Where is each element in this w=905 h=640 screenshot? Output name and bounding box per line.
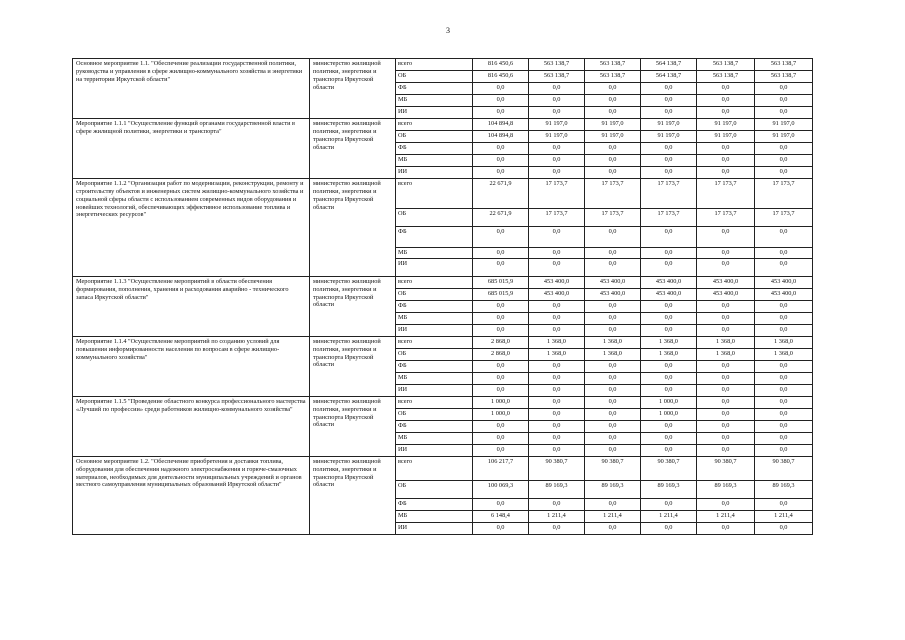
amount-cell: 0,0	[585, 143, 641, 155]
measure-description: Мероприятие 1.1.2 "Организация работ по модернизации, реконструкции, ремонту и строительству объектов и инженерных систем жилищно-коммунального хозяйства и социальной сферы области с использованием современных видов оборудования и новейших технологий, обеспечивающих эффективное использование топлива и энергетических ресурсов"	[73, 179, 310, 277]
amount-cell: 0,0	[585, 408, 641, 420]
amount-cell: 0,0	[585, 360, 641, 372]
amount-cell: 0,0	[755, 83, 813, 95]
amount-cell: 453 400,0	[697, 288, 755, 300]
amount-cell: 0,0	[755, 372, 813, 384]
amount-cell: 0,0	[529, 312, 585, 324]
amount-cell: 0,0	[585, 522, 641, 534]
amount-cell: 0,0	[697, 444, 755, 456]
funding-source-label: ОБ	[396, 71, 473, 83]
amount-cell: 0,0	[529, 360, 585, 372]
amount-cell: 685 015,9	[473, 276, 529, 288]
amount-cell: 104 894,8	[473, 131, 529, 143]
amount-cell: 1 000,0	[473, 396, 529, 408]
amount-cell: 104 894,8	[473, 119, 529, 131]
amount-cell: 0,0	[585, 248, 641, 259]
page-number: 3	[446, 26, 450, 35]
funding-source-label: ОБ	[396, 480, 473, 498]
amount-cell: 0,0	[473, 107, 529, 119]
amount-cell: 0,0	[697, 312, 755, 324]
amount-cell: 0,0	[529, 498, 585, 510]
amount-cell: 89 169,3	[641, 480, 697, 498]
amount-cell: 0,0	[697, 107, 755, 119]
amount-cell: 2 868,0	[473, 336, 529, 348]
amount-cell: 0,0	[755, 522, 813, 534]
amount-cell: 563 138,7	[585, 59, 641, 71]
amount-cell: 0,0	[755, 498, 813, 510]
amount-cell: 0,0	[641, 432, 697, 444]
amount-cell: 453 400,0	[585, 288, 641, 300]
amount-cell: 0,0	[473, 227, 529, 248]
funding-source-label: ИИ	[396, 324, 473, 336]
amount-cell: 1 000,0	[473, 408, 529, 420]
funding-source-label: МБ	[396, 372, 473, 384]
funding-source-label: ФБ	[396, 420, 473, 432]
amount-cell: 0,0	[755, 143, 813, 155]
amount-cell: 453 400,0	[641, 276, 697, 288]
amount-cell: 0,0	[755, 396, 813, 408]
amount-cell: 0,0	[641, 324, 697, 336]
amount-cell: 0,0	[641, 444, 697, 456]
funding-source-label: ИИ	[396, 107, 473, 119]
amount-cell: 0,0	[697, 155, 755, 167]
amount-cell: 563 138,7	[697, 59, 755, 71]
amount-cell: 0,0	[697, 324, 755, 336]
amount-cell: 0,0	[755, 324, 813, 336]
amount-cell: 1 368,0	[529, 336, 585, 348]
amount-cell: 0,0	[755, 167, 813, 179]
amount-cell: 17 173,7	[585, 179, 641, 209]
amount-cell: 91 197,0	[585, 119, 641, 131]
amount-cell: 0,0	[473, 444, 529, 456]
amount-cell: 90 380,7	[529, 456, 585, 480]
amount-cell: 0,0	[697, 420, 755, 432]
amount-cell: 0,0	[529, 143, 585, 155]
amount-cell: 0,0	[697, 258, 755, 276]
funding-source-label: ИИ	[396, 384, 473, 396]
amount-cell: 17 173,7	[529, 209, 585, 227]
amount-cell: 0,0	[585, 420, 641, 432]
amount-cell: 0,0	[585, 167, 641, 179]
amount-cell: 0,0	[585, 258, 641, 276]
amount-cell: 1 368,0	[755, 336, 813, 348]
amount-cell: 1 000,0	[641, 396, 697, 408]
funding-source-label: всего	[396, 336, 473, 348]
amount-cell: 0,0	[641, 227, 697, 248]
amount-cell: 17 173,7	[529, 179, 585, 209]
amount-cell: 0,0	[755, 420, 813, 432]
amount-cell: 1 211,4	[641, 510, 697, 522]
amount-cell: 685 015,9	[473, 288, 529, 300]
amount-cell: 1 368,0	[755, 348, 813, 360]
amount-cell: 0,0	[641, 248, 697, 259]
table-row	[73, 119, 813, 131]
amount-cell: 1 211,4	[755, 510, 813, 522]
amount-cell: 0,0	[529, 432, 585, 444]
amount-cell: 89 169,3	[585, 480, 641, 498]
amount-cell: 0,0	[641, 372, 697, 384]
funding-source-label: всего	[396, 59, 473, 71]
amount-cell: 0,0	[529, 384, 585, 396]
amount-cell: 0,0	[697, 498, 755, 510]
amount-cell: 2 868,0	[473, 348, 529, 360]
amount-cell: 0,0	[529, 155, 585, 167]
table-row	[73, 396, 813, 408]
funding-source-label: ОБ	[396, 348, 473, 360]
amount-cell: 1 368,0	[585, 348, 641, 360]
amount-cell: 0,0	[529, 420, 585, 432]
amount-cell: 0,0	[641, 143, 697, 155]
amount-cell: 1 368,0	[697, 348, 755, 360]
amount-cell: 0,0	[585, 324, 641, 336]
amount-cell: 0,0	[473, 420, 529, 432]
measure-description: Мероприятие 1.1.5 "Проведение областного конкурса профессионального мастерства «Лучший по профессии» среди работников жилищно-коммунального хозяйства"	[73, 396, 310, 456]
amount-cell: 106 217,7	[473, 456, 529, 480]
funding-source-label: всего	[396, 179, 473, 209]
amount-cell: 0,0	[529, 372, 585, 384]
amount-cell: 0,0	[529, 522, 585, 534]
amount-cell: 0,0	[585, 498, 641, 510]
amount-cell: 17 173,7	[755, 179, 813, 209]
amount-cell: 0,0	[473, 83, 529, 95]
funding-source-label: ФБ	[396, 360, 473, 372]
amount-cell: 91 197,0	[755, 131, 813, 143]
amount-cell: 90 380,7	[755, 456, 813, 480]
amount-cell: 816 450,6	[473, 71, 529, 83]
amount-cell: 0,0	[697, 143, 755, 155]
amount-cell: 0,0	[641, 107, 697, 119]
amount-cell: 0,0	[529, 107, 585, 119]
amount-cell: 0,0	[755, 227, 813, 248]
amount-cell: 0,0	[473, 522, 529, 534]
amount-cell: 1 368,0	[641, 348, 697, 360]
funding-source-label: ИИ	[396, 167, 473, 179]
amount-cell: 17 173,7	[697, 209, 755, 227]
amount-cell: 563 138,7	[529, 71, 585, 83]
amount-cell: 0,0	[473, 155, 529, 167]
measure-description: Основное мероприятие 1.1. "Обеспечение реализации государственной политики, руководства и управления в сфере жилищно-коммунального хозяйства и энергетики на территории Иркутской области"	[73, 59, 310, 119]
funding-source-label: ОБ	[396, 209, 473, 227]
amount-cell: 453 400,0	[529, 288, 585, 300]
amount-cell: 0,0	[755, 444, 813, 456]
amount-cell: 89 169,3	[529, 480, 585, 498]
amount-cell: 0,0	[585, 444, 641, 456]
amount-cell: 0,0	[529, 227, 585, 248]
funding-source-label: МБ	[396, 510, 473, 522]
amount-cell: 0,0	[529, 95, 585, 107]
measure-description: Мероприятие 1.1.1 "Осуществление функций органами государственной власти в сфере жилищной политики, энергетики и транспорта"	[73, 119, 310, 179]
amount-cell: 0,0	[755, 312, 813, 324]
amount-cell: 0,0	[697, 360, 755, 372]
amount-cell: 0,0	[697, 522, 755, 534]
funding-source-label: всего	[396, 119, 473, 131]
amount-cell: 563 138,7	[585, 71, 641, 83]
amount-cell: 0,0	[641, 300, 697, 312]
amount-cell: 0,0	[641, 522, 697, 534]
amount-cell: 100 069,3	[473, 480, 529, 498]
funding-source-label: ФБ	[396, 300, 473, 312]
amount-cell: 1 211,4	[697, 510, 755, 522]
amount-cell: 0,0	[473, 432, 529, 444]
amount-cell: 0,0	[529, 258, 585, 276]
amount-cell: 0,0	[473, 312, 529, 324]
funding-source-label: всего	[396, 396, 473, 408]
amount-cell: 22 671,9	[473, 179, 529, 209]
amount-cell: 1 368,0	[697, 336, 755, 348]
amount-cell: 90 380,7	[641, 456, 697, 480]
funding-source-label: ОБ	[396, 288, 473, 300]
amount-cell: 0,0	[529, 248, 585, 259]
amount-cell: 563 138,7	[755, 71, 813, 83]
amount-cell: 0,0	[755, 300, 813, 312]
amount-cell: 17 173,7	[641, 209, 697, 227]
amount-cell: 453 400,0	[641, 288, 697, 300]
amount-cell: 816 450,6	[473, 59, 529, 71]
amount-cell: 0,0	[585, 95, 641, 107]
amount-cell: 0,0	[529, 444, 585, 456]
amount-cell: 563 138,7	[529, 59, 585, 71]
amount-cell: 0,0	[641, 83, 697, 95]
amount-cell: 0,0	[473, 143, 529, 155]
amount-cell: 1 368,0	[585, 336, 641, 348]
funding-source-label: МБ	[396, 312, 473, 324]
amount-cell: 0,0	[641, 360, 697, 372]
amount-cell: 0,0	[473, 248, 529, 259]
measure-description: Мероприятие 1.1.3 "Осуществление мероприятий в области обеспечения формирования, пополнения, хранения и расходования аварийно - технического запаса Иркутской области"	[73, 276, 310, 336]
executor-cell: министерство жилищной политики, энергетики и транспорта Иркутской области	[310, 396, 396, 456]
amount-cell: 1 368,0	[641, 336, 697, 348]
amount-cell: 0,0	[697, 300, 755, 312]
funding-source-label: ФБ	[396, 227, 473, 248]
amount-cell: 0,0	[473, 360, 529, 372]
amount-cell: 0,0	[755, 384, 813, 396]
amount-cell: 0,0	[529, 300, 585, 312]
amount-cell: 1 211,4	[585, 510, 641, 522]
amount-cell: 91 197,0	[641, 131, 697, 143]
table-row	[73, 59, 813, 71]
funding-source-label: ОБ	[396, 408, 473, 420]
amount-cell: 0,0	[755, 155, 813, 167]
amount-cell: 91 197,0	[697, 131, 755, 143]
amount-cell: 0,0	[697, 95, 755, 107]
measure-description: Основное мероприятие 1.2. "Обеспечение приобретения и доставки топлива, оборудования для обеспечения надежного электроснабжения и горюче-смазочных материалов, необходимых для деятельности муниципальных учреждений и органов местного самоуправления муниципальных образований Иркутской области"	[73, 456, 310, 534]
amount-cell: 17 173,7	[641, 179, 697, 209]
amount-cell: 0,0	[585, 396, 641, 408]
funding-source-label: ИИ	[396, 258, 473, 276]
amount-cell: 1 211,4	[529, 510, 585, 522]
amount-cell: 0,0	[585, 227, 641, 248]
amount-cell: 91 197,0	[585, 131, 641, 143]
amount-cell: 0,0	[697, 396, 755, 408]
amount-cell: 0,0	[473, 300, 529, 312]
amount-cell: 89 169,3	[755, 480, 813, 498]
amount-cell: 0,0	[755, 95, 813, 107]
amount-cell: 0,0	[641, 95, 697, 107]
amount-cell: 0,0	[585, 432, 641, 444]
amount-cell: 0,0	[641, 312, 697, 324]
amount-cell: 564 138,7	[641, 59, 697, 71]
amount-cell: 0,0	[697, 83, 755, 95]
funding-source-label: МБ	[396, 248, 473, 259]
amount-cell: 0,0	[529, 324, 585, 336]
amount-cell: 453 400,0	[697, 276, 755, 288]
funding-source-label: МБ	[396, 155, 473, 167]
amount-cell: 0,0	[641, 420, 697, 432]
amount-cell: 0,0	[473, 167, 529, 179]
amount-cell: 564 138,7	[641, 71, 697, 83]
table-row	[73, 179, 813, 209]
amount-cell: 22 671,9	[473, 209, 529, 227]
amount-cell: 0,0	[697, 408, 755, 420]
amount-cell: 17 173,7	[697, 179, 755, 209]
amount-cell: 91 197,0	[529, 119, 585, 131]
amount-cell: 453 400,0	[585, 276, 641, 288]
funding-source-label: ФБ	[396, 498, 473, 510]
amount-cell: 90 380,7	[697, 456, 755, 480]
amount-cell: 0,0	[755, 248, 813, 259]
executor-cell: министерство жилищной политики, энергетики и транспорта Иркутской области	[310, 456, 396, 534]
executor-cell: министерство жилищной политики, энергетики и транспорта Иркутской области	[310, 179, 396, 277]
amount-cell: 0,0	[473, 372, 529, 384]
amount-cell: 0,0	[585, 312, 641, 324]
amount-cell: 0,0	[585, 300, 641, 312]
amount-cell: 563 138,7	[755, 59, 813, 71]
amount-cell: 453 400,0	[755, 276, 813, 288]
amount-cell: 0,0	[641, 167, 697, 179]
amount-cell: 453 400,0	[529, 276, 585, 288]
amount-cell: 0,0	[529, 408, 585, 420]
amount-cell: 90 380,7	[585, 456, 641, 480]
amount-cell: 0,0	[473, 258, 529, 276]
amount-cell: 453 400,0	[755, 288, 813, 300]
funding-source-label: ФБ	[396, 143, 473, 155]
funding-source-label: МБ	[396, 95, 473, 107]
executor-cell: министерство жилищной политики, энергетики и транспорта Иркутской области	[310, 276, 396, 336]
measure-description: Мероприятие 1.1.4 "Осуществление мероприятий по созданию условий для повышения информированности населения по вопросам в сфере жилищно-коммунального хозяйства"	[73, 336, 310, 396]
table-row	[73, 456, 813, 480]
amount-cell: 0,0	[755, 408, 813, 420]
amount-cell: 0,0	[585, 83, 641, 95]
executor-cell: министерство жилищной политики, энергетики и транспорта Иркутской области	[310, 336, 396, 396]
executor-cell: министерство жилищной политики, энергетики и транспорта Иркутской области	[310, 119, 396, 179]
funding-source-label: ИИ	[396, 522, 473, 534]
amount-cell: 0,0	[473, 498, 529, 510]
amount-cell: 0,0	[641, 155, 697, 167]
amount-cell: 0,0	[755, 432, 813, 444]
amount-cell: 91 197,0	[529, 131, 585, 143]
amount-cell: 0,0	[755, 360, 813, 372]
table-row	[73, 336, 813, 348]
amount-cell: 91 197,0	[755, 119, 813, 131]
funding-source-label: ИИ	[396, 444, 473, 456]
amount-cell: 0,0	[755, 258, 813, 276]
amount-cell: 0,0	[641, 384, 697, 396]
amount-cell: 0,0	[755, 107, 813, 119]
amount-cell: 0,0	[585, 107, 641, 119]
budget-table	[72, 58, 813, 535]
amount-cell: 0,0	[697, 384, 755, 396]
funding-source-label: всего	[396, 456, 473, 480]
executor-cell: министерство жилищной политики, энергетики и транспорта Иркутской области	[310, 59, 396, 119]
amount-cell: 1 368,0	[529, 348, 585, 360]
amount-cell: 17 173,7	[755, 209, 813, 227]
amount-cell: 0,0	[697, 432, 755, 444]
amount-cell: 89 169,3	[697, 480, 755, 498]
amount-cell: 0,0	[641, 498, 697, 510]
amount-cell: 0,0	[697, 248, 755, 259]
funding-source-label: ОБ	[396, 131, 473, 143]
amount-cell: 0,0	[473, 324, 529, 336]
funding-source-label: всего	[396, 276, 473, 288]
funding-source-label: МБ	[396, 432, 473, 444]
funding-source-label: ФБ	[396, 83, 473, 95]
amount-cell: 17 173,7	[585, 209, 641, 227]
table-row	[73, 276, 813, 288]
amount-cell: 0,0	[585, 384, 641, 396]
amount-cell: 0,0	[529, 396, 585, 408]
amount-cell: 6 148,4	[473, 510, 529, 522]
amount-cell: 91 197,0	[697, 119, 755, 131]
amount-cell: 563 138,7	[697, 71, 755, 83]
amount-cell: 91 197,0	[641, 119, 697, 131]
amount-cell: 0,0	[473, 95, 529, 107]
amount-cell: 0,0	[697, 167, 755, 179]
amount-cell: 1 000,0	[641, 408, 697, 420]
amount-cell: 0,0	[697, 227, 755, 248]
amount-cell: 0,0	[697, 372, 755, 384]
amount-cell: 0,0	[641, 258, 697, 276]
amount-cell: 0,0	[529, 167, 585, 179]
amount-cell: 0,0	[529, 83, 585, 95]
amount-cell: 0,0	[585, 155, 641, 167]
amount-cell: 0,0	[473, 384, 529, 396]
amount-cell: 0,0	[585, 372, 641, 384]
